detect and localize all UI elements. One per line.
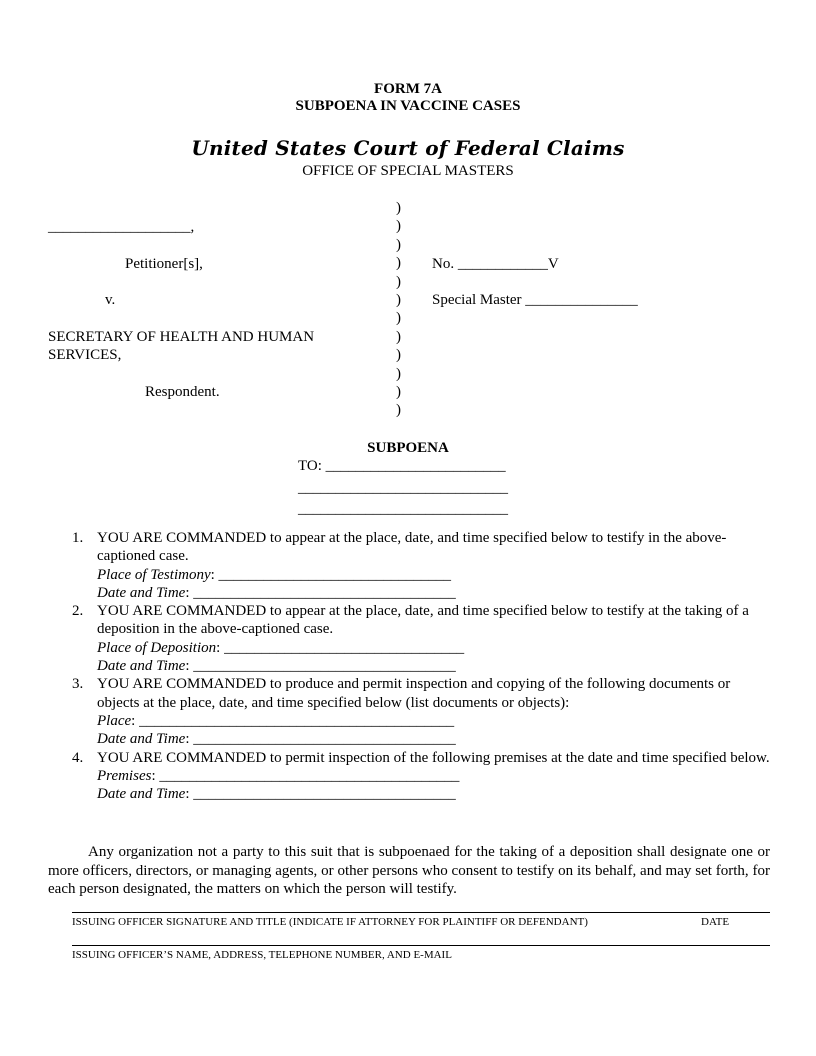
field-blank: ________________________________________: [159, 767, 460, 784]
command-item: [72, 529, 770, 602]
petitioner-label: Petitioner[s],: [125, 256, 203, 272]
field-label: Place: [97, 712, 132, 729]
caption-parenthesis-column: [396, 199, 401, 420]
case-number: No. ____________V: [432, 256, 559, 272]
paren: ): [396, 273, 401, 290]
field-blank: ________________________________: [224, 639, 465, 656]
court-name: United States Court of Federal Claims: [191, 136, 625, 160]
subpoena-address-line: ____________________________: [298, 480, 508, 496]
contact-rule: [72, 945, 770, 946]
signature-rule: [72, 912, 770, 913]
command-item: [72, 675, 770, 748]
subpoena-address-line: ____________________________: [298, 501, 508, 517]
field-date-and-time: Date and Time: ___________________________________: [97, 786, 456, 803]
organization-paragraph: Any organization not a party to this suit that is subpoenaed for the taking of a deposition shall designate one or more officers, directors, or managing agents, or other persons who consent to testify on its behalf, and may set forth, for each person designated, the matters on which the person will testify.: [48, 844, 770, 897]
command-item: [72, 602, 770, 675]
special-master: Special Master _______________: [432, 292, 638, 308]
paren: ): [396, 236, 401, 253]
subpoena-title: SUBPOENA: [367, 440, 449, 456]
subpoena-to-line: TO: ________________________: [298, 458, 506, 474]
field-label: Premises: [97, 767, 152, 784]
respondent-label: Respondent.: [145, 384, 220, 400]
command-item: [72, 749, 770, 804]
paren: ): [396, 218, 401, 235]
paren: ): [396, 402, 401, 419]
item-number: 3.: [72, 676, 84, 693]
field-premises: Premises: ________________________________________: [97, 767, 460, 784]
field-blank: __________________________________________: [139, 712, 455, 729]
item-number: 1.: [72, 530, 84, 546]
item-number: 2.: [72, 603, 84, 620]
field-date-and-time: Date and Time: ___________________________________: [97, 584, 456, 601]
officer-signature-label: ISSUING OFFICER SIGNATURE AND TITLE (INDICATE IF ATTORNEY FOR PLAINTIFF OR DEFENDANT): [72, 916, 588, 928]
field-label: Date and Time: [97, 584, 186, 601]
paren: ): [396, 310, 401, 327]
field-blank: ___________________________________: [193, 731, 456, 748]
field-date-and-time: Date and Time: ___________________________________: [97, 658, 456, 675]
versus-label: v.: [105, 292, 116, 308]
petitioner-blank: ___________________,: [48, 219, 195, 235]
field-blank: ___________________________________: [193, 584, 456, 601]
field-label: Date and Time: [97, 658, 186, 675]
field-label: Place of Testimony: [97, 566, 211, 583]
field-label: Date and Time: [97, 731, 186, 748]
item-text: YOU ARE COMMANDED to appear at the place, date, and time specified below to testify in the above-captioned case.: [97, 530, 727, 565]
field-place-of-testimony: Place of Testimony: _______________________________: [97, 566, 452, 583]
respondent-name: SECRETARY OF HEALTH AND HUMAN SERVICES,: [48, 329, 315, 363]
paren: ): [396, 347, 401, 364]
form-title: SUBPOENA IN VACCINE CASES: [295, 98, 521, 114]
field-label: Place of Deposition: [97, 639, 217, 656]
field-place-of-deposition: Place of Deposition: ________________________________: [97, 639, 465, 656]
paren: ): [396, 255, 401, 272]
officer-contact-label: ISSUING OFFICER’S NAME, ADDRESS, TELEPHONE NUMBER, AND E-MAIL: [72, 949, 452, 961]
item-text: YOU ARE COMMANDED to appear at the place, date, and time specified below to testify at the taking of a deposition in the above-captioned case.: [97, 603, 749, 638]
paren: ): [396, 328, 401, 345]
paren: ): [396, 383, 401, 400]
commands-list: [72, 529, 770, 803]
field-label: Date and Time: [97, 786, 186, 803]
field-blank: ___________________________________: [193, 786, 456, 803]
item-text: YOU ARE COMMANDED to produce and permit inspection and copying of the following documents or objects at the place, date, and time specified below (list documents or objects):: [97, 676, 731, 711]
item-number: 4.: [72, 749, 84, 766]
paren: ): [396, 291, 401, 308]
office-name: OFFICE OF SPECIAL MASTERS: [302, 163, 514, 179]
field-blank: ___________________________________: [193, 658, 456, 675]
item-text: YOU ARE COMMANDED to permit inspection of the following premises at the date and time specified below.: [97, 749, 770, 766]
field-place: Place: __________________________________________: [97, 712, 455, 729]
paren: ): [396, 365, 401, 382]
date-label: DATE: [701, 916, 730, 928]
field-date-and-time: Date and Time: ___________________________________: [97, 731, 456, 748]
field-blank: _______________________________: [218, 566, 452, 583]
form-number: FORM 7A: [374, 81, 442, 97]
paren: ): [396, 200, 401, 216]
